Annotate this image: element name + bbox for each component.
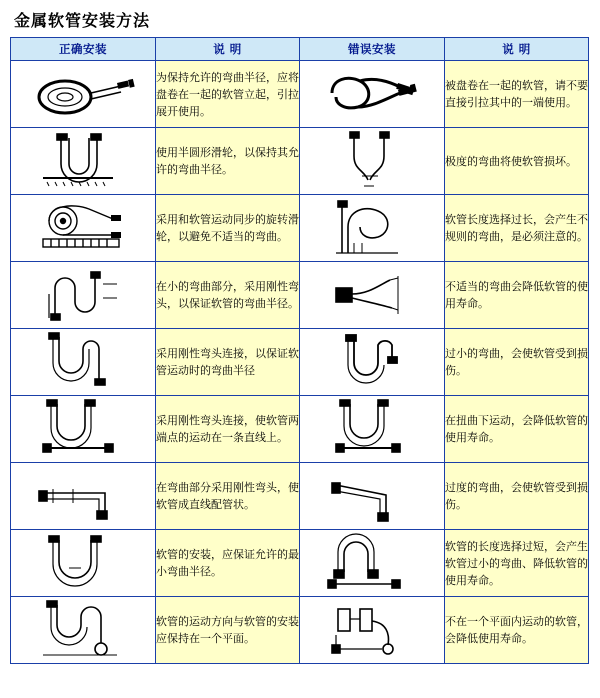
- excessive-bend-icon: [302, 465, 442, 527]
- coiled-hose-upright-icon: [13, 63, 153, 125]
- correct-note-cell: 在弯曲部分采用刚性弯头，使软管成直线配管状。: [156, 463, 300, 530]
- correct-note-cell: 软管的安装，应保证允许的最小弯曲半径。: [156, 530, 300, 597]
- correct-illustration-cell: [11, 597, 156, 664]
- correct-note-cell: 使用半圆形滑轮，以保持其允许的弯曲半径。: [156, 128, 300, 195]
- wrong-illustration-cell: [300, 262, 445, 329]
- correct-note-cell: 为保持允许的弯曲半径，应将盘卷在一起的软管立起，引拉展开使用。: [156, 61, 300, 128]
- correct-note-cell: 在小的弯曲部分，采用刚性弯头，以保证软管的弯曲半径。: [156, 262, 300, 329]
- header-wrong-install: 错误安装: [300, 38, 445, 61]
- installation-methods-table: [10, 37, 589, 664]
- too-small-bend-icon: [302, 331, 442, 393]
- table-row: [11, 195, 589, 262]
- header-correct-note: 说 明: [156, 38, 300, 61]
- over-length-hose-icon: [302, 532, 442, 594]
- correct-illustration-cell: [11, 61, 156, 128]
- wrong-note-cell: 不在一个平面内运动的软管，会降低使用寿命。: [445, 597, 589, 664]
- wrong-illustration-cell: [300, 329, 445, 396]
- table-row: [11, 530, 589, 597]
- table-row: [11, 262, 589, 329]
- table-row: [11, 329, 589, 396]
- wrong-note-cell: 极度的弯曲将使软管损坏。: [445, 128, 589, 195]
- header-wrong-note: 说 明: [445, 38, 589, 61]
- table-row: [11, 61, 589, 128]
- correct-note-cell: 软管的运动方向与软管的安装应保持在一个平面。: [156, 597, 300, 664]
- wrong-note-cell: 软管的长度选择过短，会产生软管过小的弯曲、降低软管的使用寿命。: [445, 530, 589, 597]
- correct-illustration-cell: [11, 530, 156, 597]
- correct-note-cell: 采用和软管运动同步的旋转滑轮，以避免不适当的弯曲。: [156, 195, 300, 262]
- wrong-illustration-cell: [300, 396, 445, 463]
- rigid-bend-elbow-icon: [13, 264, 153, 326]
- wrong-illustration-cell: [300, 128, 445, 195]
- wrong-illustration-cell: [300, 463, 445, 530]
- same-plane-motion-icon: [13, 599, 153, 661]
- correct-note-cell: 采用刚性弯头连接，使软管两端点的运动在一条直线上。: [156, 396, 300, 463]
- correct-illustration-cell: [11, 262, 156, 329]
- semicircular-pulley-icon: [13, 130, 153, 192]
- table-row: [11, 396, 589, 463]
- correct-note-cell: 采用刚性弯头连接，以保证软管运动时的弯曲半径: [156, 329, 300, 396]
- table-row: [11, 597, 589, 664]
- header-correct-install: 正确安装: [11, 38, 156, 61]
- wrong-note-cell: 软管长度选择过长，会产生不规则的弯曲，是必须注意的。: [445, 195, 589, 262]
- wrong-note-cell: 不适当的弯曲会降低软管的使用寿命。: [445, 262, 589, 329]
- rigid-elbow-connection-icon: [13, 331, 153, 393]
- wrong-note-cell: 过小的弯曲，会使软管受到损伤。: [445, 329, 589, 396]
- page-title: 金属软管安装方法: [14, 11, 151, 30]
- out-of-plane-motion-icon: [302, 599, 442, 661]
- minimum-bend-radius-icon: [13, 532, 153, 594]
- wrong-illustration-cell: [300, 530, 445, 597]
- table-row: [11, 128, 589, 195]
- correct-illustration-cell: [11, 329, 156, 396]
- sharp-bend-hose-icon: [302, 130, 442, 192]
- table-row: [11, 463, 589, 530]
- straight-pipe-elbow-icon: [13, 465, 153, 527]
- correct-illustration-cell: [11, 195, 156, 262]
- wrong-note-cell: 被盘卷在一起的软管，请不要直接引拉其中的一端使用。: [445, 61, 589, 128]
- wrong-note-cell: 过度的弯曲，会使软管受到损伤。: [445, 463, 589, 530]
- wrong-note-cell: 在扭曲下运动，会降低软管的使用寿命。: [445, 396, 589, 463]
- wrong-illustration-cell: [300, 61, 445, 128]
- twisting-motion-icon: [302, 398, 442, 460]
- correct-illustration-cell: [11, 396, 156, 463]
- coiled-hose-pulled-icon: [302, 63, 442, 125]
- correct-illustration-cell: [11, 128, 156, 195]
- wrong-illustration-cell: [300, 195, 445, 262]
- table-header-row: [11, 38, 589, 61]
- correct-illustration-cell: [11, 463, 156, 530]
- synchronized-pulley-chain-icon: [13, 197, 153, 259]
- straight-line-motion-icon: [13, 398, 153, 460]
- wrong-illustration-cell: [300, 597, 445, 664]
- long-irregular-hose-icon: [302, 197, 442, 259]
- improper-bend-icon: [302, 264, 442, 326]
